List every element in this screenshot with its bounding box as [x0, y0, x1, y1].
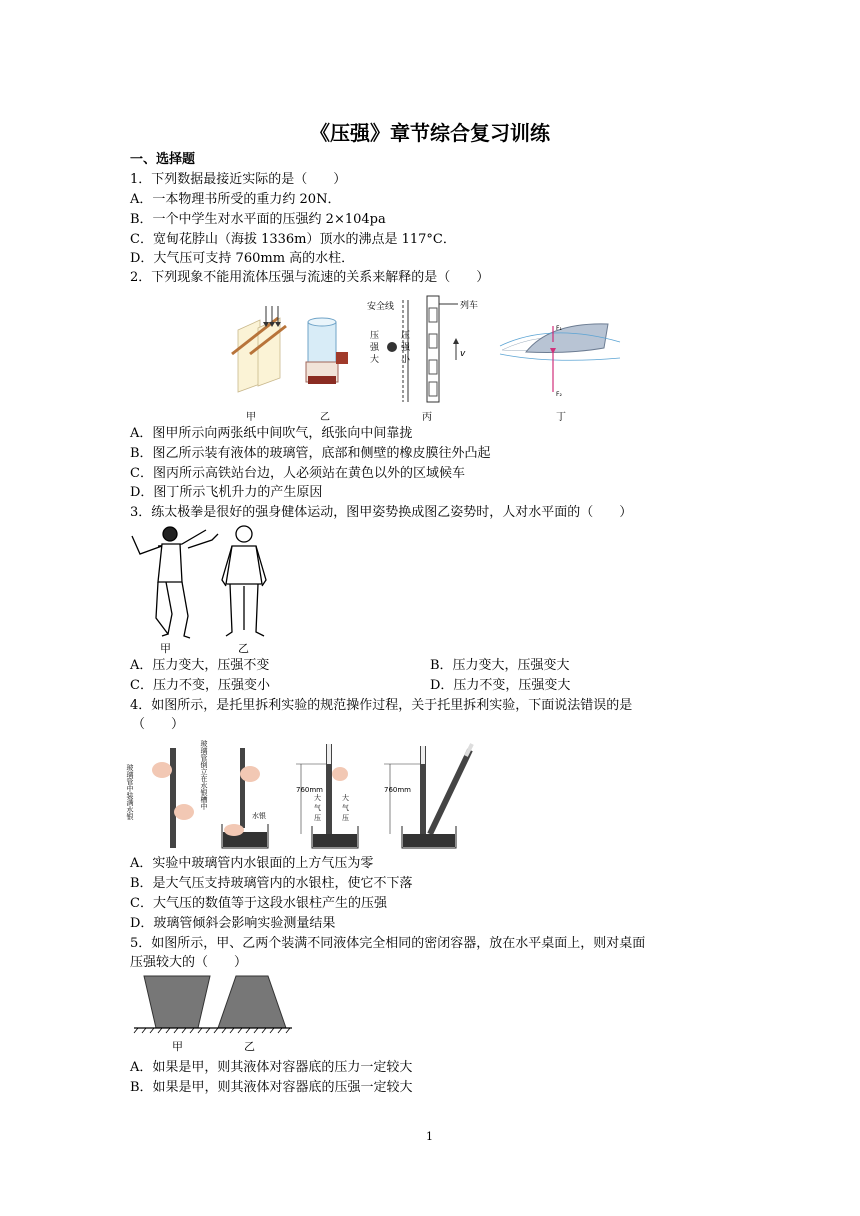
- torricelli-step1: [152, 748, 194, 848]
- q3-option-c: C．压力不变，压强变小: [130, 678, 270, 693]
- q2-option-b: B．图乙所示装有液体的玻璃管，底部和侧壁的橡皮膜往外凸起: [130, 446, 491, 461]
- taichi-figure-yi: [222, 526, 266, 636]
- svg-text:水银: 水银: [252, 812, 266, 820]
- q5-stem-line2: 压强较大的（ ）: [130, 955, 248, 970]
- q5-option-a: A．如果是甲，则其液体对容器底的压力一定较大: [130, 1060, 413, 1075]
- q2-option-a: A．图甲所示向两张纸中间吹气，纸张向中间靠拢: [130, 426, 413, 441]
- svg-text:F₁: F₁: [556, 325, 562, 332]
- q1-option-a: A．一本物理书所受的重力约 20N．: [130, 192, 341, 207]
- torricelli-step2: [222, 748, 268, 848]
- q5-stem: 5．如图所示，甲、乙两个装满不同液体完全相同的密闭容器，放在水平桌面上，则对桌面: [130, 936, 646, 951]
- q4-option-d: D．玻璃管倾斜会影响实验测量结果: [130, 916, 336, 931]
- svg-text:压: 压: [401, 331, 411, 341]
- svg-text:压: 压: [314, 814, 321, 822]
- label-yi: 乙: [238, 642, 249, 655]
- taichi-figure-jia: [132, 527, 218, 638]
- q3-figure: [128, 524, 288, 656]
- container-yi: [218, 976, 286, 1028]
- platform-diagram: [367, 296, 478, 402]
- airfoil-diagram: [500, 324, 620, 398]
- q4-figure: [126, 734, 486, 856]
- q1-option-b: B．一个中学生对水平面的压强约 2×104pa: [130, 212, 386, 227]
- svg-text:760mm: 760mm: [384, 786, 411, 794]
- svg-text:气: 气: [314, 804, 321, 812]
- label-ding: 丁: [556, 412, 566, 423]
- svg-text:强: 强: [401, 343, 411, 353]
- svg-text:大: 大: [370, 355, 380, 365]
- page-title: 《压强》章节综合复习训练: [310, 121, 550, 145]
- label-jia: 甲: [246, 412, 256, 423]
- q5-figure: [128, 970, 298, 1054]
- q1-stem: 1．下列数据最接近实际的是（ ）: [130, 172, 347, 187]
- container-jia: [144, 976, 210, 1028]
- svg-text:压: 压: [342, 814, 349, 822]
- q3-option-b: B．压力变大，压强变大: [430, 658, 570, 673]
- svg-text:压: 压: [370, 331, 380, 341]
- svg-text:强: 强: [370, 343, 380, 353]
- label-jia: 甲: [172, 1040, 183, 1053]
- svg-text:玻璃管中装满水银: 玻璃管中装满水银: [126, 764, 134, 820]
- svg-text:大: 大: [342, 794, 349, 802]
- q4-option-a: A．实验中玻璃管内水银面的上方气压为零: [130, 856, 374, 871]
- svg-text:小: 小: [401, 355, 411, 365]
- q3-option-d: D．压力不变，压强变大: [430, 678, 571, 693]
- q2-option-c: C．图丙所示高铁站台边，人必须站在黄色以外的区域候车: [130, 466, 465, 481]
- q4-option-c: C．大气压的数值等于这段水银柱产生的压强: [130, 896, 387, 911]
- svg-text:列车: 列车: [460, 301, 479, 311]
- svg-text:气: 气: [342, 804, 349, 812]
- q5-option-b: B．如果是甲，则其液体对容器底的压强一定较大: [130, 1080, 413, 1095]
- label-jia: 甲: [160, 642, 171, 655]
- q4-option-b: B．是大气压支持玻璃管内的水银柱，使它不下落: [130, 876, 413, 891]
- q3-option-a: A．压力变大，压强不变: [130, 658, 270, 673]
- svg-text:F₂: F₂: [556, 391, 562, 398]
- q4-stem-line2: （ ）: [132, 717, 185, 732]
- label-yi: 乙: [320, 412, 330, 423]
- torricelli-step4: [384, 744, 472, 848]
- q3-stem: 3．练太极拳是很好的强身健体运动，图甲姿势换成图乙姿势时，人对水平面的（ ）: [130, 505, 633, 520]
- q4-stem: 4．如图所示，是托里拆利实验的规范操作过程，关于托里拆利实验，下面说法错误的是: [130, 698, 633, 713]
- page-number: 1: [426, 1130, 433, 1143]
- section-heading: 一、选择题: [130, 152, 196, 167]
- svg-text:760mm: 760mm: [296, 786, 323, 794]
- label-bing: 丙: [422, 412, 432, 423]
- torricelli-step3: [296, 744, 358, 848]
- svg-text:安全线: 安全线: [367, 302, 395, 312]
- q2-option-d: D．图丁所示飞机升力的产生原因: [130, 485, 323, 500]
- label-yi: 乙: [244, 1040, 255, 1053]
- glass-tube-diagram: [306, 318, 348, 384]
- q1-option-d: D．大气压可支持 760mm 高的水柱．: [130, 251, 355, 266]
- q2-figure: [220, 292, 640, 428]
- svg-text:玻璃管倒立在水银槽中: 玻璃管倒立在水银槽中: [200, 740, 208, 810]
- svg-text:大: 大: [314, 794, 321, 802]
- q2-stem: 2．下列现象不能用流体压强与流速的关系来解释的是（ ）: [130, 270, 490, 285]
- paper-blowing-diagram: [232, 306, 286, 392]
- q1-option-c: C．宽甸花脖山（海拔 1336m）顶水的沸点是 117°C．: [130, 232, 456, 247]
- svg-text:v: v: [460, 349, 466, 359]
